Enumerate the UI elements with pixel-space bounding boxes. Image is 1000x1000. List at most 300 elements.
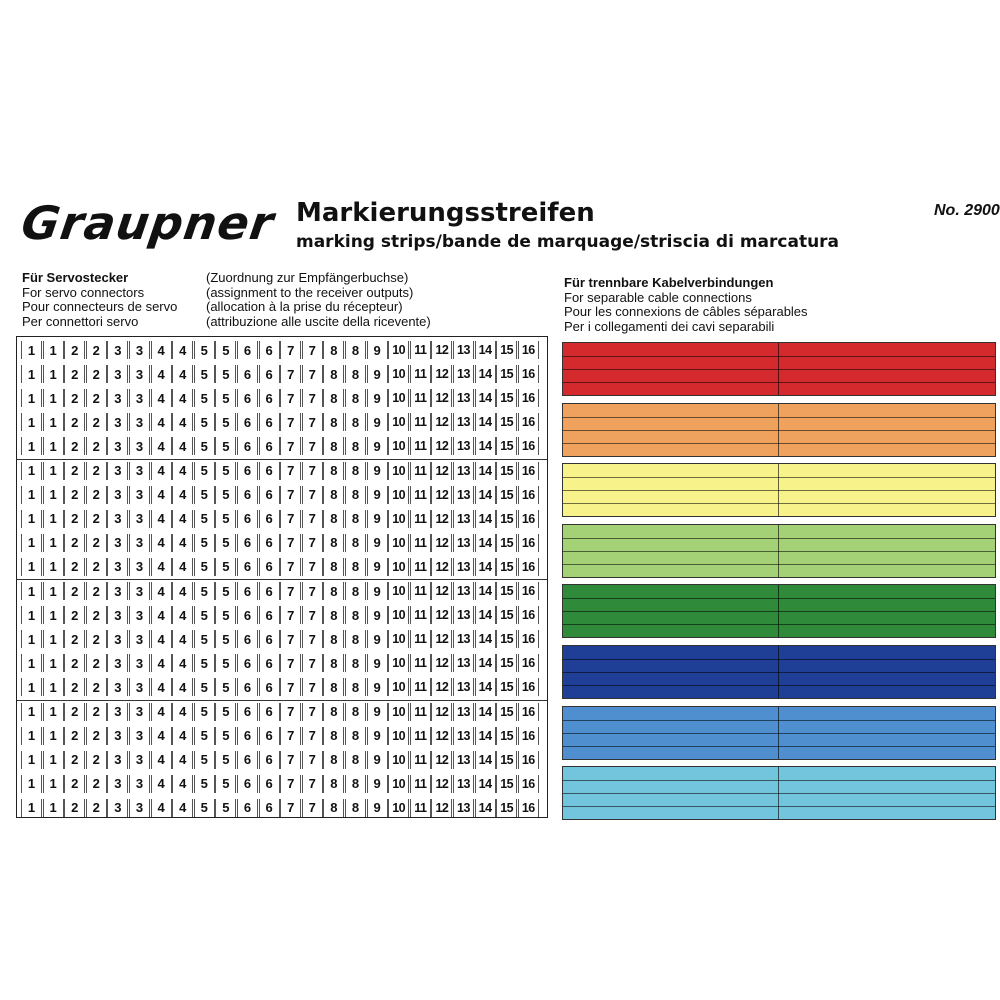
- number-cell: 4: [151, 486, 172, 504]
- number-cell: 1: [21, 775, 42, 793]
- strip-light-blue: [562, 766, 996, 820]
- number-cell: 5: [215, 486, 236, 504]
- number-cell: 1: [21, 389, 42, 407]
- number-cell: 8: [345, 413, 366, 431]
- number-cell: 8: [323, 389, 344, 407]
- number-cell: 16: [518, 413, 539, 431]
- number-cell: 1: [21, 703, 42, 721]
- number-cell: 6: [237, 630, 258, 648]
- number-cell: 7: [280, 799, 301, 817]
- number-cell: 14: [475, 534, 496, 552]
- page-subtitle: marking strips/bande de marquage/striscia di marcatura: [296, 232, 840, 252]
- number-cell: 11: [410, 775, 431, 793]
- number-cell: 3: [129, 437, 150, 455]
- number-cell: 8: [345, 582, 366, 600]
- number-cell: 7: [302, 341, 323, 359]
- block-divider: [17, 579, 547, 580]
- number-cell: 4: [151, 727, 172, 745]
- number-cell: 9: [367, 751, 388, 769]
- strip-line: [563, 477, 995, 478]
- number-cell: 14: [475, 558, 496, 576]
- number-cell: 5: [194, 486, 215, 504]
- number-cell: 13: [453, 437, 474, 455]
- number-cell: 3: [129, 534, 150, 552]
- number-cell: 11: [410, 606, 431, 624]
- servo-heading: Für Servostecker: [22, 270, 129, 285]
- number-cell: 8: [323, 751, 344, 769]
- number-cell: 6: [259, 630, 280, 648]
- number-cell: 3: [129, 751, 150, 769]
- number-cell: 16: [518, 678, 539, 696]
- number-cell: 4: [172, 462, 193, 480]
- strip-line: [563, 672, 995, 673]
- number-cell: 1: [21, 365, 42, 383]
- number-cell: 8: [323, 678, 344, 696]
- number-cell: 7: [280, 654, 301, 672]
- strip-cut-line: [778, 525, 779, 577]
- number-cell: 4: [151, 534, 172, 552]
- number-cell: 10: [388, 630, 409, 648]
- number-cell: 16: [518, 727, 539, 745]
- number-cell: 13: [453, 654, 474, 672]
- number-cell: 4: [172, 751, 193, 769]
- number-cell: 2: [64, 389, 85, 407]
- number-cell: 13: [453, 413, 474, 431]
- number-cell: 6: [259, 510, 280, 528]
- number-cell: 6: [237, 654, 258, 672]
- number-cell: 8: [345, 727, 366, 745]
- number-cell: 10: [388, 437, 409, 455]
- block-divider: [17, 700, 547, 701]
- number-cell: 4: [151, 606, 172, 624]
- number-cell: 6: [259, 775, 280, 793]
- number-cell: 3: [107, 703, 128, 721]
- number-cell: 13: [453, 775, 474, 793]
- number-cell: 9: [367, 678, 388, 696]
- number-cell: 7: [302, 558, 323, 576]
- number-cell: 10: [388, 365, 409, 383]
- number-cell: 3: [107, 462, 128, 480]
- number-cell: 10: [388, 799, 409, 817]
- number-cell: 2: [64, 727, 85, 745]
- servo-line: Pour connecteurs de servo: [22, 299, 178, 314]
- number-cell: 7: [302, 437, 323, 455]
- strip-line: [563, 417, 995, 418]
- number-cell: 13: [453, 630, 474, 648]
- number-cell: 11: [410, 413, 431, 431]
- number-cell: 3: [129, 558, 150, 576]
- number-cell: 8: [345, 799, 366, 817]
- strip-line: [563, 733, 995, 734]
- number-cell: 8: [345, 703, 366, 721]
- number-cell: 5: [194, 703, 215, 721]
- number-cell: 16: [518, 510, 539, 528]
- number-cell: 8: [323, 462, 344, 480]
- number-cell: 10: [388, 462, 409, 480]
- number-cell: 7: [302, 510, 323, 528]
- number-cell: 2: [86, 558, 107, 576]
- number-cell: 4: [172, 606, 193, 624]
- number-cell: 4: [151, 630, 172, 648]
- number-cell: 9: [367, 534, 388, 552]
- number-cell: 5: [215, 510, 236, 528]
- number-cell: 15: [496, 727, 517, 745]
- number-cell: 9: [367, 437, 388, 455]
- number-cell: 13: [453, 534, 474, 552]
- number-cell: 6: [237, 799, 258, 817]
- number-cell: 5: [215, 558, 236, 576]
- number-cell: 3: [107, 510, 128, 528]
- number-cell: 8: [345, 486, 366, 504]
- number-cell: 12: [431, 775, 452, 793]
- number-cell: 11: [410, 678, 431, 696]
- number-cell: 6: [259, 582, 280, 600]
- number-cell: 2: [86, 341, 107, 359]
- number-cell: 16: [518, 365, 539, 383]
- number-cell: 15: [496, 751, 517, 769]
- number-cell: 15: [496, 437, 517, 455]
- number-cell: 1: [21, 727, 42, 745]
- number-cell: 7: [280, 486, 301, 504]
- number-cell: 4: [151, 462, 172, 480]
- number-cell: 9: [367, 389, 388, 407]
- number-cell: 7: [280, 534, 301, 552]
- number-cell: 8: [345, 510, 366, 528]
- number-cell: 3: [129, 606, 150, 624]
- number-cell: 16: [518, 437, 539, 455]
- strip-line: [563, 624, 995, 625]
- number-cell: 8: [323, 510, 344, 528]
- number-cell: 4: [172, 365, 193, 383]
- number-cell: 16: [518, 606, 539, 624]
- cable-line: Per i collegamenti dei cavi separabili: [564, 318, 775, 334]
- number-cell: 13: [453, 510, 474, 528]
- number-cell: 6: [237, 606, 258, 624]
- number-cell: 14: [475, 486, 496, 504]
- number-cell: 7: [302, 678, 323, 696]
- number-cell: 4: [151, 703, 172, 721]
- number-cell: 3: [107, 558, 128, 576]
- number-cell: 2: [86, 775, 107, 793]
- number-cell: 2: [86, 727, 107, 745]
- number-cell: 1: [21, 462, 42, 480]
- number-cell: 4: [172, 654, 193, 672]
- number-cell: 6: [237, 462, 258, 480]
- number-cell: 11: [410, 437, 431, 455]
- number-cell: 8: [323, 534, 344, 552]
- number-cell: 1: [43, 775, 64, 793]
- number-cell: 6: [237, 510, 258, 528]
- number-cell: 6: [259, 654, 280, 672]
- number-cell: 14: [475, 727, 496, 745]
- number-cell: 7: [302, 413, 323, 431]
- number-cell: 4: [151, 510, 172, 528]
- number-cell: 15: [496, 678, 517, 696]
- number-cell: 3: [129, 582, 150, 600]
- number-cell: 14: [475, 654, 496, 672]
- number-cell: 2: [64, 365, 85, 383]
- number-cell: 13: [453, 727, 474, 745]
- number-cell: 1: [43, 437, 64, 455]
- number-cell: 6: [259, 606, 280, 624]
- strip-line: [563, 538, 995, 539]
- number-cell: 4: [172, 678, 193, 696]
- number-cell: 2: [86, 582, 107, 600]
- number-cell: 10: [388, 606, 409, 624]
- number-cell: 15: [496, 341, 517, 359]
- number-cell: 3: [107, 775, 128, 793]
- number-cell: 13: [453, 389, 474, 407]
- number-cell: 1: [21, 341, 42, 359]
- strip-line: [563, 503, 995, 504]
- number-cell: 12: [431, 486, 452, 504]
- number-cell: 5: [215, 606, 236, 624]
- number-cell: 1: [43, 654, 64, 672]
- number-cell: 5: [215, 630, 236, 648]
- number-cell: 1: [21, 751, 42, 769]
- number-cell: 5: [215, 727, 236, 745]
- number-cell: 3: [107, 437, 128, 455]
- number-cell: 8: [323, 413, 344, 431]
- number-cell: 7: [302, 462, 323, 480]
- number-cell: 3: [107, 799, 128, 817]
- number-cell: 15: [496, 389, 517, 407]
- number-cell: 11: [410, 727, 431, 745]
- number-cell: 6: [237, 486, 258, 504]
- number-cell: 7: [280, 558, 301, 576]
- strip-line: [563, 780, 995, 781]
- strip-line: [563, 430, 995, 431]
- number-cell: 1: [21, 413, 42, 431]
- number-cell: 13: [453, 751, 474, 769]
- number-cell: 13: [453, 799, 474, 817]
- strip-line: [563, 806, 995, 807]
- number-cell: 15: [496, 462, 517, 480]
- number-cell: 3: [107, 534, 128, 552]
- number-cell: 3: [129, 727, 150, 745]
- number-cell: 16: [518, 534, 539, 552]
- number-cell: 3: [107, 727, 128, 745]
- number-cell: 16: [518, 799, 539, 817]
- number-cell: 12: [431, 703, 452, 721]
- number-cell: 5: [194, 678, 215, 696]
- number-cell: 1: [21, 654, 42, 672]
- number-cell: 6: [259, 341, 280, 359]
- number-cell: 16: [518, 582, 539, 600]
- number-cell: 9: [367, 727, 388, 745]
- number-cell: 5: [215, 582, 236, 600]
- number-cell: 9: [367, 630, 388, 648]
- number-cell: 15: [496, 365, 517, 383]
- number-cell: 5: [215, 751, 236, 769]
- number-cell: 6: [237, 558, 258, 576]
- number-cell: 12: [431, 437, 452, 455]
- number-cell: 11: [410, 341, 431, 359]
- number-cell: 15: [496, 582, 517, 600]
- number-cell: 11: [410, 365, 431, 383]
- number-cell: 7: [302, 582, 323, 600]
- number-cell: 7: [280, 751, 301, 769]
- number-cell: 12: [431, 606, 452, 624]
- number-cell: 1: [43, 799, 64, 817]
- number-cell: 12: [431, 365, 452, 383]
- number-cell: 7: [302, 751, 323, 769]
- number-cell: 8: [323, 799, 344, 817]
- number-cell: 8: [345, 630, 366, 648]
- number-cell: 6: [237, 534, 258, 552]
- number-cell: 8: [323, 341, 344, 359]
- strip-line: [563, 369, 995, 370]
- number-cell: 8: [345, 534, 366, 552]
- number-cell: 2: [64, 606, 85, 624]
- number-cell: 16: [518, 341, 539, 359]
- number-cell: 15: [496, 775, 517, 793]
- number-cell: 12: [431, 727, 452, 745]
- number-cell: 15: [496, 486, 517, 504]
- number-cell: 3: [107, 606, 128, 624]
- number-cell: 5: [194, 606, 215, 624]
- number-cell: 14: [475, 751, 496, 769]
- number-cell: 15: [496, 558, 517, 576]
- number-cell: 11: [410, 703, 431, 721]
- number-cell: 3: [107, 413, 128, 431]
- number-cell: 10: [388, 413, 409, 431]
- number-cell: 13: [453, 582, 474, 600]
- number-cell: 5: [194, 510, 215, 528]
- number-cell: 3: [129, 799, 150, 817]
- number-cell: 2: [64, 341, 85, 359]
- number-cell: 12: [431, 341, 452, 359]
- number-cell: 6: [259, 558, 280, 576]
- number-cell: 8: [345, 678, 366, 696]
- strip-cut-line: [778, 464, 779, 516]
- number-cell: 7: [280, 775, 301, 793]
- number-cell: 10: [388, 727, 409, 745]
- number-cell: 11: [410, 486, 431, 504]
- number-cell: 7: [280, 341, 301, 359]
- number-cell: 6: [259, 703, 280, 721]
- number-cell: 4: [151, 751, 172, 769]
- number-cell: 2: [64, 437, 85, 455]
- number-cell: 1: [43, 630, 64, 648]
- servo-assignment-note: [206, 271, 431, 329]
- number-cell: 8: [323, 437, 344, 455]
- number-cell: 14: [475, 389, 496, 407]
- strip-yellow: [562, 463, 996, 517]
- number-cell: 3: [129, 630, 150, 648]
- number-cell: 13: [453, 558, 474, 576]
- number-cell: 9: [367, 462, 388, 480]
- number-cell: 11: [410, 654, 431, 672]
- strip-medium-blue: [562, 706, 996, 760]
- number-cell: 5: [215, 462, 236, 480]
- number-cell: 5: [215, 654, 236, 672]
- number-cell: 4: [151, 558, 172, 576]
- number-cell: 4: [172, 341, 193, 359]
- number-cell: 3: [129, 654, 150, 672]
- number-cell: 16: [518, 558, 539, 576]
- number-cell: 5: [194, 389, 215, 407]
- number-cell: 10: [388, 703, 409, 721]
- number-cell: 2: [86, 462, 107, 480]
- number-cell: 9: [367, 486, 388, 504]
- number-cell: 8: [323, 703, 344, 721]
- number-cell: 4: [151, 678, 172, 696]
- number-cell: 7: [280, 703, 301, 721]
- number-cell: 13: [453, 606, 474, 624]
- strip-line: [563, 490, 995, 491]
- number-cell: 8: [323, 606, 344, 624]
- number-cell: 12: [431, 558, 452, 576]
- number-cell: 1: [43, 462, 64, 480]
- number-cell: 5: [215, 365, 236, 383]
- number-cell: 3: [107, 389, 128, 407]
- number-cell: 5: [215, 678, 236, 696]
- number-cell: 9: [367, 365, 388, 383]
- number-cell: 5: [194, 654, 215, 672]
- strip-line: [563, 564, 995, 565]
- strip-cut-line: [778, 343, 779, 395]
- number-cell: 10: [388, 486, 409, 504]
- strip-line: [563, 720, 995, 721]
- number-cell: 6: [237, 751, 258, 769]
- number-cell: 5: [194, 751, 215, 769]
- number-cell: 16: [518, 654, 539, 672]
- number-cell: 2: [64, 630, 85, 648]
- number-cell: 9: [367, 703, 388, 721]
- number-cell: 16: [518, 703, 539, 721]
- number-cell: 4: [151, 799, 172, 817]
- number-cell: 14: [475, 437, 496, 455]
- number-cell: 12: [431, 534, 452, 552]
- number-cell: 10: [388, 341, 409, 359]
- number-cell: 2: [64, 678, 85, 696]
- number-cell: 6: [237, 413, 258, 431]
- number-cell: 2: [86, 534, 107, 552]
- number-cell: 11: [410, 558, 431, 576]
- number-cell: 7: [302, 486, 323, 504]
- number-cell: 6: [237, 775, 258, 793]
- strip-line: [563, 659, 995, 660]
- number-cell: 4: [151, 341, 172, 359]
- number-cell: 8: [345, 437, 366, 455]
- number-cell: 4: [172, 413, 193, 431]
- number-cell: 7: [280, 582, 301, 600]
- number-cell: 7: [302, 389, 323, 407]
- number-cell: 7: [302, 775, 323, 793]
- number-cell: 11: [410, 534, 431, 552]
- number-cell: 1: [43, 606, 64, 624]
- number-cell: 2: [86, 486, 107, 504]
- number-cell: 8: [323, 582, 344, 600]
- number-cell: 6: [237, 437, 258, 455]
- number-cell: 13: [453, 462, 474, 480]
- number-cell: 2: [64, 775, 85, 793]
- number-cell: 10: [388, 510, 409, 528]
- number-cell: 3: [107, 654, 128, 672]
- number-cell: 4: [172, 510, 193, 528]
- number-cell: 10: [388, 534, 409, 552]
- number-cell: 4: [151, 413, 172, 431]
- number-cell: 13: [453, 486, 474, 504]
- number-cell: 1: [43, 365, 64, 383]
- number-cell: 2: [86, 630, 107, 648]
- note-line: (allocation à la prise du récepteur): [206, 299, 403, 314]
- number-cell: 6: [237, 341, 258, 359]
- number-cell: 3: [107, 486, 128, 504]
- number-cell: 2: [64, 582, 85, 600]
- servo-line: Per connettori servo: [22, 313, 139, 329]
